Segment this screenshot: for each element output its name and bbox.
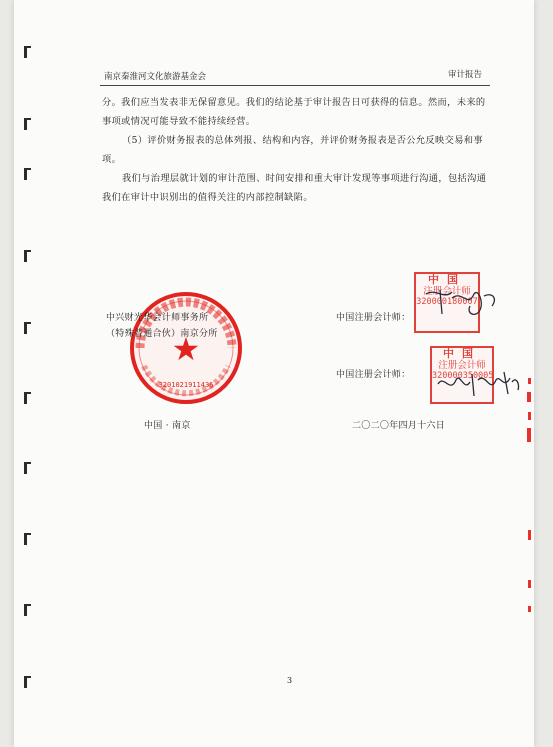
edge-stamp-mark [528,412,531,420]
paragraph-communication: 我们与治理层就计划的审计范围、时间安排和重大审计发现等事项进行沟通，包括沟通我们在审计中识别出的值得关注的内部控制缺陷。 [102,173,487,203]
cpa-stamp-2-number: 320000350005 [432,371,494,381]
binder-mark [24,322,27,334]
paragraph-presentation: （5）评价财务报表的总体列报、结构和内容，并评价财务报表是否公允反映交易和事项。 [102,135,483,165]
binder-mark [24,533,27,545]
seal-star: ★ [171,330,201,368]
cpa-signature-1 [422,284,502,324]
document-page [14,0,534,747]
page-header [100,68,490,84]
binder-mark [24,462,27,474]
header-report-title: 审计报告 [447,70,482,80]
edge-stamp-mark [528,606,531,612]
paragraph-going-concern: 分。我们应当发表非无保留意见。我们的结论基于审计报告日可获得的信息。然而，未来的事项或情况可能导致不能持续经营。 [102,97,486,127]
binder-mark [24,676,27,688]
edge-stamp-mark [527,392,531,402]
binder-mark [24,168,27,180]
binder-mark [24,118,27,130]
firm-name: 中兴财光华会计师事务所 [106,313,209,323]
edge-stamp-mark [528,580,531,588]
cpa-label-2: 中国注册会计师： [336,370,411,380]
binder-mark [24,392,27,404]
cpa-signature-2 [434,366,524,402]
cpa-stamp-2-title: 注册会计师 [438,360,486,371]
seal-number: 3201021911436 [158,381,214,389]
edge-stamp-mark [528,530,531,540]
cpa-stamp-1-number: 320000180007 [416,297,478,307]
location: 中国 · 南京 [144,421,191,431]
cpa-stamp-1-country: 中国 [428,273,466,286]
firm-seal-image [126,288,246,408]
binder-mark [24,46,27,58]
header-rule [100,85,490,86]
cpa-stamp-1-title: 注册会计师 [423,286,471,297]
cpa-stamp-2-country: 中国 [443,347,481,360]
edge-stamp-mark [527,428,531,442]
page-number: 3 [287,676,293,685]
edge-stamp-mark [528,378,531,384]
report-date: 二〇二〇年四月十六日 [352,421,446,431]
cpa-label-1: 中国注册会计师： [336,313,411,323]
binder-mark [24,250,27,262]
header-org-name: 南京秦淮河文化旅游基金会 [104,72,207,82]
binder-mark [24,604,27,616]
firm-name-suffix: （特殊普通合伙）南京分所 [106,329,218,339]
